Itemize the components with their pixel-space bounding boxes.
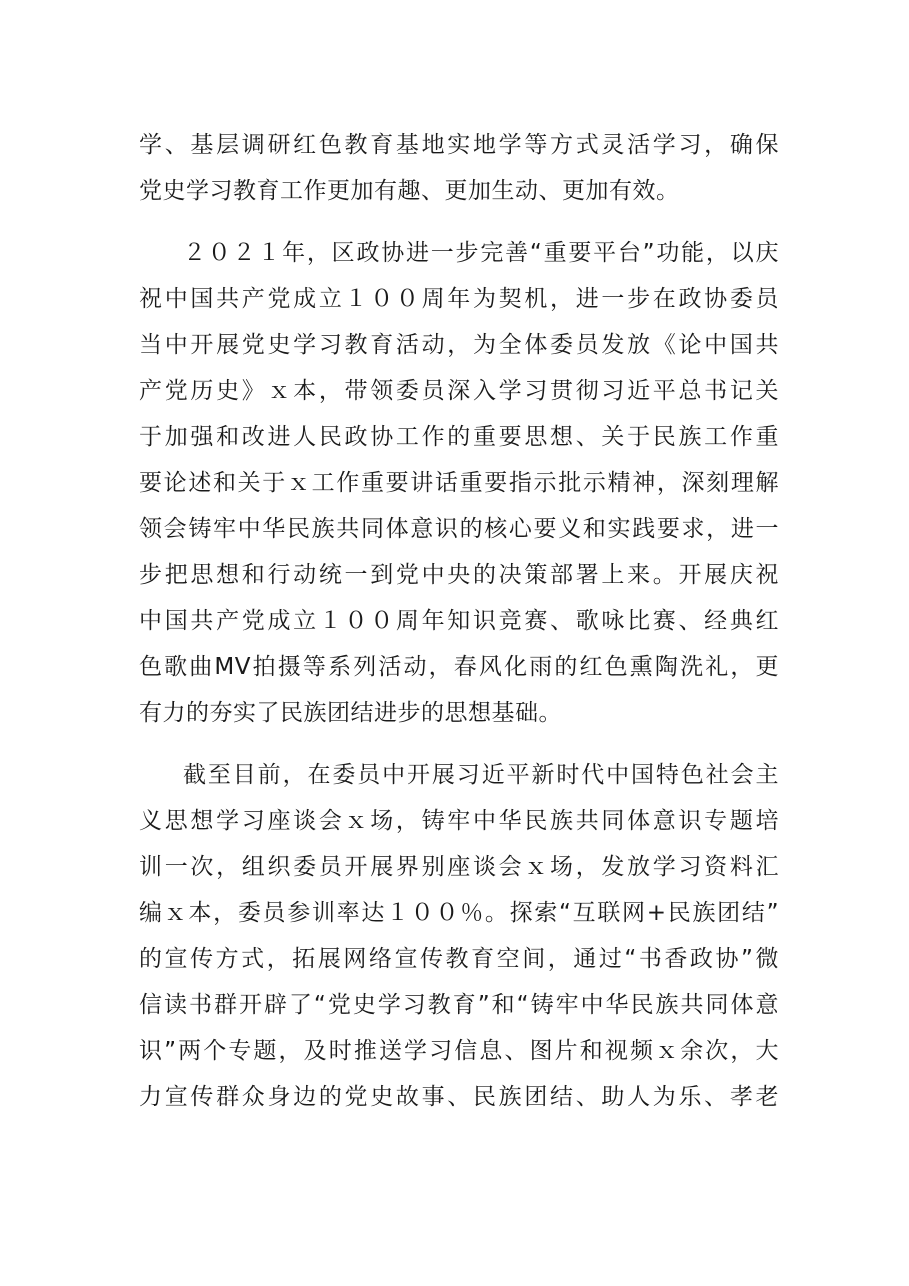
text-line: 党史学习教育工作更加有趣、更加生动、更加有效。 [139,178,680,204]
text-line: 学、基层调研红色教育基地实地学等方式灵活学习，确保 [139,132,779,158]
text-line: 于加强和改进人民政协工作的重要思想、关于民族工作重 [139,424,779,450]
text-line: 祝中国共产党成立１００周年为契机，进一步在政协委员 [139,286,779,312]
text-line: 步把思想和行动统一到党中央的决策部署上来。开展庆祝 [139,562,779,588]
text-line: 编ｘ本，委员参训率达１００％。探索“互联网+民族团结” [139,900,779,926]
text-line: 产党历史》ｘ本，带领委员深入学习贯彻习近平总书记关 [139,378,779,404]
text-line: 识”两个专题，及时推送学习信息、图片和视频ｘ余次，大 [139,1038,779,1064]
text-line: 截至目前，在委员中开展习近平新时代中国特色社会主 [183,762,779,788]
text-line: 义思想学习座谈会ｘ场，铸牢中华民族共同体意识专题培 [139,808,779,834]
text-line: 当中开展党史学习教育活动，为全体委员发放《论中国共 [139,332,779,358]
text-line: 的宣传方式，拓展网络宣传教育空间，通过“书香政协”微 [139,946,779,972]
text-line: ２０２１年，区政协进一步完善“重要平台”功能，以庆 [183,240,779,266]
text-line: 色歌曲MV拍摄等系列活动，春风化雨的红色熏陶洗礼，更 [139,654,779,680]
text-line: 信读书群开辟了“党史学习教育”和“铸牢中华民族共同体意 [139,992,779,1018]
text-line: 力宣传群众身边的党史故事、民族团结、助人为乐、孝老 [139,1084,779,1110]
text-line: 要论述和关于ｘ工作重要讲话重要指示批示精神，深刻理解 [139,470,779,496]
text-line: 有力的夯实了民族团结进步的思想基础。 [139,700,562,726]
text-line: 领会铸牢中华民族共同体意识的核心要义和实践要求，进一 [139,516,779,542]
text-line: 训一次，组织委员开展界别座谈会ｘ场，发放学习资料汇 [139,854,779,880]
text-line: 中国共产党成立１００周年知识竞赛、歌咏比赛、经典红 [139,608,779,634]
